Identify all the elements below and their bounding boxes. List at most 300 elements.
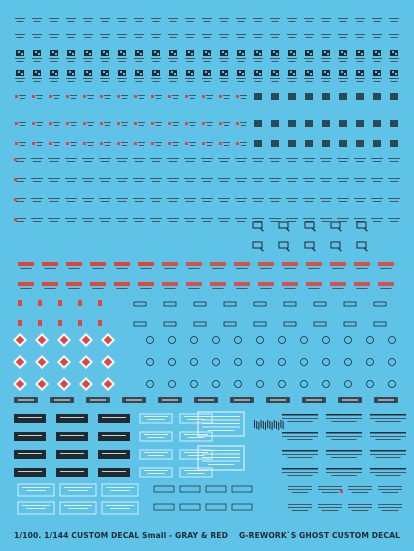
tiny-text-decal (306, 21, 313, 22)
red-stripe-decal (234, 282, 250, 286)
text-decal (135, 221, 143, 222)
caution-line-decal (326, 414, 362, 416)
caution-line-text (326, 418, 362, 419)
checker-caption (32, 58, 42, 59)
checker-decal (256, 51, 258, 53)
caution-box-text (188, 455, 205, 456)
checker-caption (170, 61, 177, 62)
barcode-decal (274, 420, 275, 428)
tiny-text-decal (219, 34, 229, 35)
checker-caption (202, 58, 212, 59)
red-marker-decal (15, 122, 18, 125)
square-decal (288, 120, 296, 127)
square-decal (356, 120, 364, 127)
tiny-text-decal (236, 18, 246, 19)
tiny-text-decal (219, 18, 229, 19)
text-decal (371, 198, 383, 199)
red-marker-text (155, 142, 162, 143)
dark-plate-decal (18, 453, 42, 454)
checker-caption (306, 81, 313, 82)
checker-caption (32, 78, 42, 79)
checker-caption (306, 61, 313, 62)
dark-plate-decal (102, 471, 126, 472)
red-marker-text (156, 98, 161, 99)
tiny-text-decal (83, 34, 93, 35)
red-marker-text (241, 98, 246, 99)
checker-decal (310, 53, 312, 55)
checker-caption (85, 61, 92, 62)
red-stripe-decal (282, 262, 298, 266)
red-marker-decal (185, 95, 188, 98)
bottom-caution-text (68, 508, 88, 509)
checker-decal (225, 73, 227, 75)
text-decal (99, 218, 111, 219)
checker-caption (289, 61, 296, 62)
checker-caption (51, 81, 58, 82)
text-decal (31, 198, 43, 199)
stripe-caption (20, 288, 31, 289)
square-decal (305, 120, 313, 127)
checker-decal (137, 71, 139, 73)
red-marker-decal (134, 122, 137, 125)
text-decal (320, 198, 332, 199)
square-decal (322, 93, 330, 100)
tiny-text-decal (49, 34, 59, 35)
red-stripe-decal (378, 262, 394, 266)
stripe-caption (116, 288, 127, 289)
red-marker-text (53, 95, 60, 96)
arrow-decal (54, 400, 70, 401)
red-marker-decal (168, 142, 171, 145)
checker-decal (395, 53, 397, 55)
checker-caption (15, 58, 25, 59)
checker-caption (151, 78, 161, 79)
text-decal (167, 178, 179, 179)
text-decal (118, 181, 126, 182)
checker-decal (52, 51, 54, 53)
red-marker-text (224, 125, 229, 126)
checker-decal (259, 73, 261, 75)
red-tag-decal (38, 320, 42, 326)
checker-caption (289, 81, 296, 82)
stripe-caption (188, 288, 199, 289)
tiny-text-decal (372, 18, 382, 19)
text-decal (373, 221, 381, 222)
checker-decal (52, 71, 54, 73)
red-marker-text (207, 125, 212, 126)
barcode-decal (256, 421, 257, 429)
red-marker-text (206, 95, 213, 96)
dark-plate-decal (14, 432, 46, 441)
barcode-decal (263, 421, 264, 429)
checker-caption (389, 58, 399, 59)
text-decal (67, 201, 75, 202)
stripe-caption (212, 288, 223, 289)
tiny-text-decal (391, 37, 398, 38)
bottom-caution-text (68, 490, 88, 491)
checker-caption (374, 81, 381, 82)
tiny-text-decal (68, 37, 75, 38)
checker-decal (123, 53, 125, 55)
red-stripe-decal (210, 262, 226, 266)
bottom-caution-text (64, 487, 92, 488)
checker-caption (49, 78, 59, 79)
text-decal (288, 221, 296, 222)
red-marker-text (19, 95, 26, 96)
red-marker-decal (66, 95, 69, 98)
red-marker-text (172, 122, 179, 123)
checker-caption (270, 78, 280, 79)
text-decal (135, 181, 143, 182)
footer-brand-title: G-REWORK`S GHOST CUSTOM DECAL (239, 531, 400, 540)
tiny-text-decal (323, 37, 330, 38)
checker-decal (191, 53, 193, 55)
square-decal (339, 140, 347, 147)
arrow-decal (234, 400, 250, 401)
red-marker-text (155, 122, 162, 123)
stripe-caption (380, 268, 391, 269)
red-marker-decal (151, 122, 154, 125)
checker-decal (225, 53, 227, 55)
checker-decal (72, 53, 74, 55)
caution-line-decal (282, 432, 318, 434)
checker-decal (358, 51, 360, 53)
checker-caption (304, 58, 314, 59)
square-decal (339, 93, 347, 100)
tiny-text-decal (255, 37, 262, 38)
red-stripe-decal (42, 282, 58, 286)
checker-caption (321, 58, 331, 59)
checker-decal (208, 73, 210, 75)
barcode-decal (254, 420, 255, 428)
red-marker-text (54, 98, 59, 99)
text-decal (82, 178, 94, 179)
barcode-decal (283, 421, 284, 429)
tiny-text-decal (202, 34, 212, 35)
text-decal (303, 178, 315, 179)
text-decal (322, 181, 330, 182)
caution-box-text (184, 434, 208, 435)
tiny-text-decal (374, 21, 381, 22)
checker-caption (219, 58, 229, 59)
caution-box-text (144, 452, 168, 453)
caution-line-text (375, 457, 400, 458)
square-decal (390, 93, 398, 100)
text-decal (184, 178, 196, 179)
tiny-text-decal (185, 18, 195, 19)
caution-line-decal (370, 414, 406, 416)
red-marker-text (87, 95, 94, 96)
text-decal (50, 161, 58, 162)
checker-decal (18, 51, 20, 53)
text-decal (322, 221, 330, 222)
checker-decal (395, 73, 397, 75)
red-marker-text (223, 122, 230, 123)
red-marker-text (122, 98, 127, 99)
text-decal (31, 218, 43, 219)
tiny-text-decal (389, 18, 399, 19)
checker-caption (355, 58, 365, 59)
fine-print-text (348, 504, 372, 505)
red-marker-decal (49, 142, 52, 145)
red-stripe-decal (114, 262, 130, 266)
red-marker-decal (83, 142, 86, 145)
text-decal (116, 158, 128, 159)
checker-decal (106, 53, 108, 55)
large-caution-text (202, 420, 240, 421)
square-decal (373, 120, 381, 127)
checker-caption (236, 78, 246, 79)
tiny-text-decal (187, 21, 194, 22)
large-caution-text (202, 416, 240, 417)
red-marker-text (104, 95, 111, 96)
tiny-text-decal (83, 18, 93, 19)
text-decal (99, 158, 111, 159)
arrow-decal (342, 400, 358, 401)
caution-line-text (370, 436, 406, 437)
text-decal (337, 158, 349, 159)
checker-caption (187, 81, 194, 82)
barcode-decal (276, 421, 277, 429)
text-decal (235, 178, 247, 179)
text-decal (237, 181, 245, 182)
tiny-text-decal (306, 37, 313, 38)
checker-caption (187, 61, 194, 62)
red-marker-decal (219, 122, 222, 125)
arrow-decal (18, 400, 34, 401)
text-decal (99, 178, 111, 179)
text-decal (373, 181, 381, 182)
red-marker-text (241, 125, 246, 126)
text-decal (218, 178, 230, 179)
red-marker-text (240, 122, 247, 123)
text-decal (388, 218, 400, 219)
checker-caption (151, 58, 161, 59)
fine-print-text (288, 504, 312, 505)
fine-print-text (378, 486, 402, 487)
checker-decal (307, 51, 309, 53)
text-decal (305, 161, 313, 162)
fine-print-text (378, 504, 402, 505)
tiny-text-decal (185, 34, 195, 35)
tiny-text-decal (389, 34, 399, 35)
red-marker-decal (14, 158, 17, 161)
red-marker-text (88, 125, 93, 126)
text-decal (371, 158, 383, 159)
text-decal (237, 161, 245, 162)
red-stripe-decal (210, 282, 226, 286)
red-marker-text (190, 125, 195, 126)
text-decal (67, 181, 75, 182)
red-marker-decal (202, 95, 205, 98)
text-decal (101, 161, 109, 162)
text-decal (254, 181, 262, 182)
text-decal (82, 198, 94, 199)
dark-plate-decal (60, 435, 84, 436)
checker-decal (154, 71, 156, 73)
fine-print-text (382, 492, 399, 493)
red-marker-decal (117, 122, 120, 125)
fine-print-text (288, 507, 312, 508)
caution-line-text (287, 439, 312, 440)
red-stripe-decal (18, 282, 34, 286)
checker-decal (174, 53, 176, 55)
checker-caption (272, 61, 279, 62)
red-marker-text (70, 142, 77, 143)
fine-print-text (348, 507, 372, 508)
text-decal (388, 198, 400, 199)
text-decal (65, 218, 77, 219)
text-decal (337, 198, 349, 199)
red-marker-decal (15, 95, 18, 98)
text-decal (167, 218, 179, 219)
checker-caption (66, 78, 76, 79)
arrow-decal (126, 400, 142, 401)
text-decal (133, 178, 145, 179)
text-decal (337, 218, 349, 219)
text-decal (339, 181, 347, 182)
fine-print-text (288, 489, 312, 490)
caution-line-text (375, 439, 400, 440)
text-decal (322, 201, 330, 202)
text-decal (320, 218, 332, 219)
red-marker-text (36, 122, 43, 123)
red-marker-text (87, 142, 94, 143)
red-marker-text (20, 145, 25, 146)
red-stripe-decal (66, 282, 82, 286)
checker-caption (204, 81, 211, 82)
fine-print-text (288, 486, 312, 487)
fine-print-text (318, 486, 342, 487)
checker-caption (372, 58, 382, 59)
checker-caption (221, 61, 228, 62)
checker-decal (18, 71, 20, 73)
red-tag-decal (18, 320, 22, 326)
text-decal (16, 161, 24, 162)
bottom-caution-text (106, 505, 134, 506)
checker-decal (140, 53, 142, 55)
text-decal (269, 158, 281, 159)
stripe-caption (332, 268, 343, 269)
tiny-text-decal (338, 34, 348, 35)
tiny-text-decal (340, 21, 347, 22)
checker-decal (375, 51, 377, 53)
text-decal (150, 158, 162, 159)
dark-plate-decal (14, 414, 46, 423)
square-decal (305, 93, 313, 100)
red-marker-text (207, 98, 212, 99)
red-marker-decal (151, 95, 154, 98)
text-decal (186, 161, 194, 162)
checker-decal (273, 71, 275, 73)
checker-decal (290, 71, 292, 73)
dark-plate-decal (18, 417, 42, 418)
red-marker-text (121, 95, 128, 96)
checker-caption (68, 81, 75, 82)
checker-decal (208, 53, 210, 55)
red-marker-text (19, 122, 26, 123)
tiny-text-decal (17, 21, 24, 22)
red-marker-decal (83, 122, 86, 125)
stripe-caption (164, 288, 175, 289)
caution-line-text (282, 418, 318, 419)
text-decal (48, 198, 60, 199)
text-decal (320, 158, 332, 159)
dark-plate-decal (56, 468, 88, 477)
dark-plate-decal (98, 450, 130, 459)
fine-print-text (352, 492, 369, 493)
stripe-caption (260, 268, 271, 269)
caution-line-text (282, 454, 318, 455)
stripe-caption (260, 288, 271, 289)
text-decal (169, 161, 177, 162)
checker-caption (287, 58, 297, 59)
checker-decal (86, 51, 88, 53)
text-decal (184, 158, 196, 159)
text-decal (371, 178, 383, 179)
checker-caption (100, 58, 110, 59)
red-marker-text (105, 98, 110, 99)
checker-decal (310, 73, 312, 75)
text-decal (16, 181, 24, 182)
tiny-text-decal (170, 37, 177, 38)
checker-caption (100, 78, 110, 79)
red-stripe-decal (66, 262, 82, 266)
tiny-text-decal (238, 21, 245, 22)
text-decal (322, 161, 330, 162)
text-decal (269, 198, 281, 199)
checker-decal (103, 51, 105, 53)
checker-caption (355, 78, 365, 79)
text-decal (184, 198, 196, 199)
red-marker-text (37, 98, 42, 99)
checker-decal (341, 51, 343, 53)
red-marker-text (36, 95, 43, 96)
checker-decal (239, 71, 241, 73)
checker-decal (38, 73, 40, 75)
square-decal (356, 140, 364, 147)
text-decal (203, 181, 211, 182)
red-marker-text (139, 145, 144, 146)
text-decal (116, 218, 128, 219)
checker-caption (219, 78, 229, 79)
checker-decal (239, 51, 241, 53)
tiny-text-decal (168, 18, 178, 19)
red-marker-decal (15, 142, 18, 145)
red-marker-text (53, 142, 60, 143)
red-marker-text (138, 122, 145, 123)
text-decal (388, 158, 400, 159)
text-decal (235, 218, 247, 219)
text-decal (235, 158, 247, 159)
text-decal (33, 161, 41, 162)
stripe-caption (212, 268, 223, 269)
checker-decal (72, 73, 74, 75)
text-decal (288, 181, 296, 182)
checker-caption (119, 61, 126, 62)
stripe-caption (284, 288, 295, 289)
red-marker-decal (14, 218, 17, 221)
checker-caption (323, 61, 330, 62)
bottom-caution-text (26, 508, 46, 509)
square-decal (373, 140, 381, 147)
text-decal (48, 178, 60, 179)
red-marker-text (37, 145, 42, 146)
dark-plate-decal (102, 435, 126, 436)
text-decal (133, 218, 145, 219)
red-stripe-decal (138, 282, 154, 286)
caution-line-decal (326, 450, 362, 452)
